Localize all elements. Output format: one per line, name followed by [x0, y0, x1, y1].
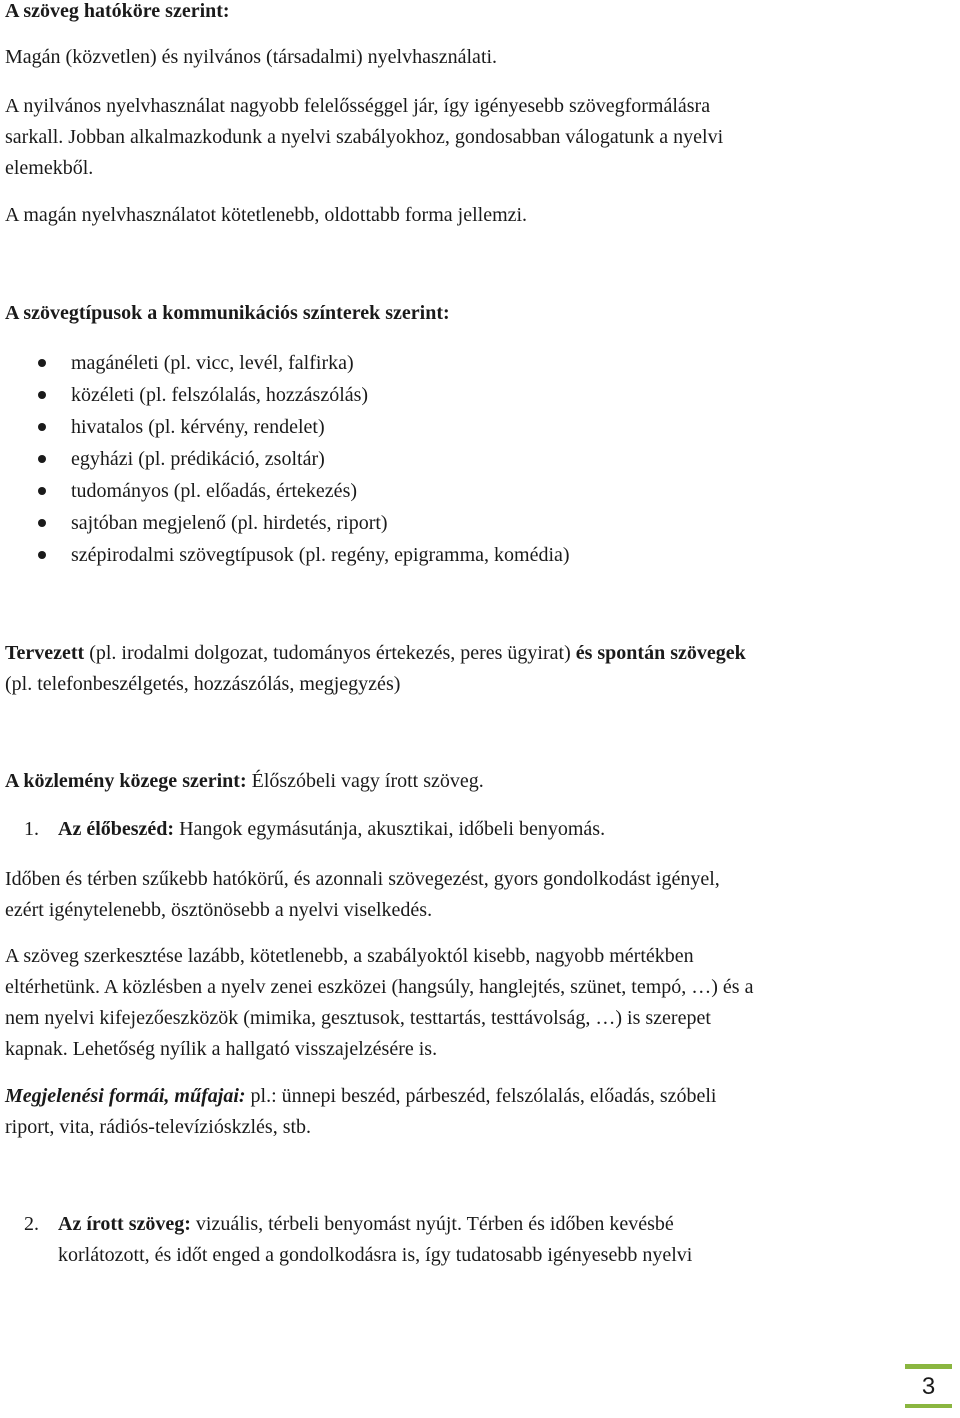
bullet-icon [38, 391, 46, 399]
paragraph-spoken-genres [5, 1081, 716, 1143]
text-line: kapnak. Lehetőség nyílik a hallgató visszajelzésére is. [5, 1038, 438, 1060]
numbered-item-2-text [58, 1209, 692, 1271]
bullet-icon [38, 455, 46, 463]
section-heading-scope: A szöveg hatóköre szerint: [5, 0, 230, 22]
footer-accent-bar [905, 1364, 952, 1369]
text-line: Megjelenési formái, műfajai: pl.: ünnepi beszéd, párbeszéd, felszólalás, előadás, szóbeli [5, 1085, 717, 1107]
text-line: elemekből. [5, 157, 94, 179]
bullet-icon [38, 359, 46, 367]
list-item: tudományos (pl. előadás, értekezés) [0, 475, 570, 507]
paragraph-medium: A közlemény közege szerint: Élőszóbeli vagy írott szöveg. [5, 770, 484, 792]
list-item: közéleti (pl. felszólalás, hozzászólás) [0, 379, 570, 411]
bullet-icon [38, 487, 46, 495]
numbered-item-2-number: 2. [24, 1213, 39, 1235]
paragraph-spoken-structure [5, 941, 753, 1065]
text-line: Tervezett (pl. irodalmi dolgozat, tudományos értekezés, peres ügyirat) és spontán szövegek [5, 642, 746, 664]
text-line: sarkall. Jobban alkalmazkodunk a nyelvi szabályokhoz, gondosabban válogatunk a nyelvi [5, 126, 724, 148]
paragraph-scope-intro: Magán (közvetlen) és nyilvános (társadalmi) nyelvhasználati. [5, 46, 498, 68]
text-types-list [0, 347, 570, 571]
section-heading-text-types: A szövegtípusok a kommunikációs színterek szerint: [5, 302, 450, 324]
list-item: egyházi (pl. prédikáció, zsoltár) [0, 443, 570, 475]
numbered-item-1-text: Az élőbeszéd: Hangok egymásutánja, akusztikai, időbeli benyomás. [58, 818, 606, 840]
numbered-item-1-number: 1. [24, 818, 39, 840]
text-line: nem nyelvi kifejezőeszközök (mimika, gesztusok, testtartás, testtávolság, …) is szerepet [5, 1007, 711, 1029]
page-number: 3 [921, 1373, 936, 1400]
page-footer [905, 1364, 952, 1410]
text-line: ezért igénytelenebb, ösztönösebb a nyelvi viselkedés. [5, 899, 433, 921]
text-line: A nyilvános nyelvhasználat nagyobb felelősséggel jár, így igényesebb szövegformálásra [5, 95, 711, 117]
list-item: szépirodalmi szövegtípusok (pl. regény, epigramma, komédia) [0, 539, 570, 571]
text-line: korlátozott, és időt enged a gondolkodásra is, így tudatosabb igényesebb nyelvi [58, 1244, 693, 1266]
text-line: riport, vita, rádiós-televízióskzlés, stb. [5, 1116, 312, 1138]
text-line: Az írott szöveg: vizuális, térbeli benyomást nyújt. Térben és időben kevésbé [58, 1213, 674, 1235]
bullet-icon [38, 551, 46, 559]
bullet-icon [38, 519, 46, 527]
list-item: sajtóban megjelenő (pl. hirdetés, riport) [0, 507, 570, 539]
text-line: A szöveg szerkesztése lazább, kötetlenebb, a szabályoktól kisebb, nagyobb mértékben [5, 945, 694, 967]
text-line: eltérhetünk. A közlésben a nyelv zenei eszközei (hangsúly, hanglejtés, szünet, tempó, …) és a [5, 976, 754, 998]
list-item: hivatalos (pl. kérvény, rendelet) [0, 411, 570, 443]
paragraph-planned-spontaneous [5, 638, 746, 700]
bullet-icon [38, 423, 46, 431]
text-line: (pl. telefonbeszélgetés, hozzászólás, megjegyzés) [5, 673, 401, 695]
list-item: magánéleti (pl. vicc, levél, falfirka) [0, 347, 570, 379]
paragraph-public-usage [5, 91, 723, 184]
text-line: Időben és térben szűkebb hatókörű, és azonnali szövegezést, gyors gondolkodást igényel, [5, 868, 720, 890]
paragraph-spoken-scope [5, 864, 720, 926]
paragraph-private-usage: A magán nyelvhasználatot kötetlenebb, oldottabb forma jellemzi. [5, 204, 528, 226]
footer-accent-bar-bottom [905, 1404, 952, 1408]
